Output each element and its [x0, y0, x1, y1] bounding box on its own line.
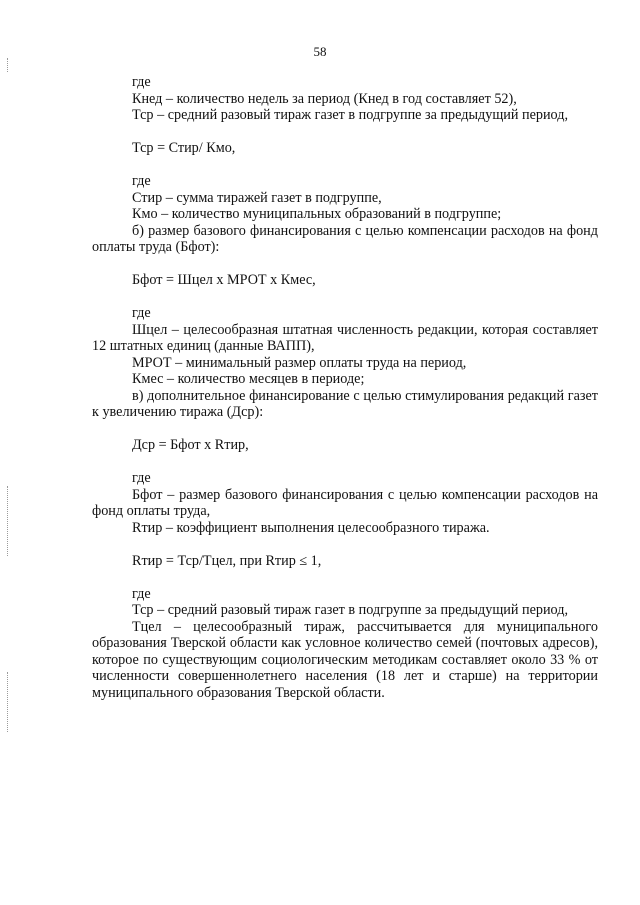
where-label: где [132, 74, 151, 90]
spacer [92, 157, 598, 174]
where-label: где [132, 470, 151, 486]
scan-edge-mark [7, 672, 9, 732]
spacer [92, 256, 598, 273]
item-b-paragraph: б) размер базового финансирования с целью компенсации расходов на фонд оплаты труда (Бфот): [92, 222, 598, 255]
definition-tsr: Тср – средний разовый тираж газет в подгруппе за предыдущий период, [132, 107, 569, 123]
definition-bfot: Бфот – размер базового финансирования с целью компенсации расходов на фонд оплаты труда, [92, 486, 598, 519]
page-number: 58 [313, 44, 327, 59]
spacer [92, 289, 598, 306]
formula-bfot: Бфот = Шцел х МРОТ х Кмес, [132, 272, 316, 288]
definition-tsr-repeat: Тср – средний разовый тираж газет в подгруппе за предыдущий период, [132, 602, 569, 618]
scan-edge-mark [7, 58, 9, 72]
spacer [92, 124, 598, 141]
definition-kmo: Кмо – количество муниципальных образований в подгруппе; [132, 206, 502, 222]
spacer [92, 536, 598, 553]
spacer [92, 569, 598, 586]
formula-dsr: Дср = Бфот х Rтир, [132, 437, 249, 453]
spacer [92, 454, 598, 471]
definition-mrot: МРОТ – минимальный размер оплаты труда на период, [132, 354, 467, 371]
definition-kned: Кнед – количество недель за период (Кнед в год составляет 52), [132, 90, 517, 107]
item-v-paragraph: в) дополнительное финансирование с целью стимулирования редакций газет к увеличению тиража (Дср): [92, 387, 598, 420]
formula-rtir: Rтир = Тср/Тцел, при Rтир ≤ 1, [132, 552, 322, 569]
definition-kmes: Кмес – количество месяцев в периоде; [132, 371, 365, 387]
spacer [92, 421, 598, 438]
scan-edge-mark [7, 486, 9, 556]
where-label: где [132, 173, 151, 189]
where-label: где [132, 585, 151, 602]
definition-rtir: Rтир – коэффициент выполнения целесообразного тиража. [132, 519, 490, 536]
definition-tcel: Тцел – целесообразный тираж, рассчитывается для муниципального образования Тверской области как условное количество семей (почтовых адресов), которое по существующим социологическим методикам составляет около 33 % от численности совершеннолетнего населения (18 лет и старше) на территории муниципального образования Тверской области. [92, 618, 598, 701]
document-body [92, 74, 598, 701]
where-label: где [132, 305, 151, 321]
definition-stir: Стир – сумма тиражей газет в подгруппе, [132, 189, 382, 206]
formula-tsr: Тср = Стир/ Кмо, [132, 140, 236, 156]
definition-shcel: Шцел – целесообразная штатная численность редакции, которая составляет 12 штатных единиц (данные ВАПП), [92, 321, 598, 354]
